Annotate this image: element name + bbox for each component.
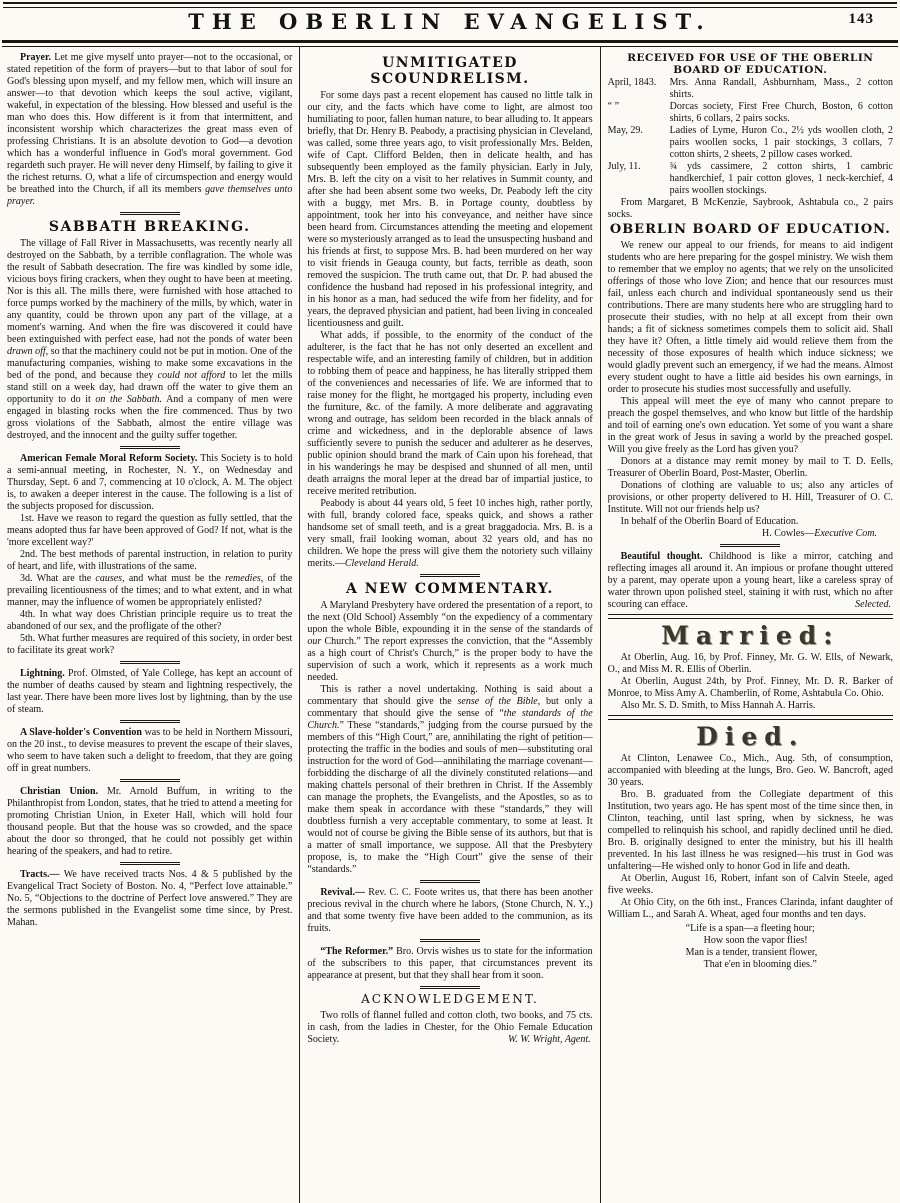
section-divider xyxy=(420,939,480,942)
article-paragraph: Tracts.— We have received tracts Nos. 4 & 5 published by the Evangelical Tract Society of Boston. No. 4, “Perfect love attainable.” No. 5, “Objections to the doctrine of Perfect love answered.” They are the sermons published in the Evangelist some time since, by Prest. Mahan. xyxy=(7,869,293,929)
article-heading: UNMITIGATED SCOUNDRELISM. xyxy=(370,55,530,88)
donation-row xyxy=(608,161,893,197)
article-paragraph: Donors at a distance may remit money by mail to T. D. Eells, Treasurer of Oberlin Board, Post-Master, Oberlin. xyxy=(607,456,893,480)
article-paragraph: From Margaret, B McKenzie, Saybrook, Ashtabula co., 2 pairs socks. xyxy=(607,197,893,221)
section-divider xyxy=(120,862,180,865)
article-lead-in: Revival.— xyxy=(320,887,366,899)
article-lead-in: “The Reformer.” xyxy=(320,946,394,958)
section-divider xyxy=(120,720,180,723)
section-divider xyxy=(720,544,780,547)
article-paragraph: This appeal will meet the eye of many who cannot prepare to preach the gospel themselves, and who know but little of the hardship and toil of earning one's own education. Yet some of you want a share in the great work of Jesus in saving a world by the preached gospel. Will you give freely as the Lord has given you? xyxy=(607,396,893,456)
page-number: 143 xyxy=(848,11,874,27)
article-paragraph: At Oberlin, August 24th, by Prof. Finney, Mr. D. R. Barker of Monroe, to Miss Amy A. Chamberlin, of Rome, Ashtabula Co. Ohio. xyxy=(607,675,893,699)
article-paragraph: Also Mr. S. D. Smith, to Miss Hannah A. Harris. xyxy=(620,699,816,711)
article-paragraph: The village of Fall River in Massachusetts, was recently nearly all destroyed on the Sabbath, by a terrible conflagration. The whole was the result of Sabbath desecration. The fire was kindled by some idle, vicious boys firing crackers, when they ought to have been at meeting. Nor is this all. The mills there, were furnished with hose attached to force pumps worked by the machinery of the mills, by which, water in any quantity, could be thrown upon any part of the village, at a moment's warning. And when the fire was discovered it could have been extinguished with perfect ease, had not the ponds of water been drawn off, so that the machinery could not be put in motion. One of the manufacturing companies, wishing to make some excavations in the bed of the pond, and because they could not afford to let the mills stand still on a week day, had drawn off the water to give them an opportunity to do it on the Sabbath. And a company of men were engaged in blasting rocks when the fire commenced. Thus by two gross violations of the Sabbath, almost the entire village was destroyed, and the innocent and the guilty suffer together. xyxy=(7,238,293,442)
section-divider xyxy=(420,880,480,883)
newspaper-title: THE OBERLIN EVANGELIST. xyxy=(188,9,712,34)
donation-date: July, 11. xyxy=(607,161,641,173)
donation-row xyxy=(608,125,893,161)
article-paragraph: At Oberlin, August 16, Robert, infant son of Calvin Steele, aged five weeks. xyxy=(607,872,893,896)
section-ornament-heading: Married: xyxy=(661,621,840,651)
article-paragraph: Two rolls of flannel fulled and cotton cloth, two books, and 75 cts. in cash, from the ladies in Chester, for the Ohio Female Education Society. W. W. Wright, Agent. xyxy=(307,1010,593,1046)
article-paragraph: In behalf of the Oberlin Board of Education. xyxy=(620,516,799,528)
article-paragraph: “The Reformer.” Bro. Orvis wishes us to state for the information of the subscribers to this paper, that circumstances prevent its appearance at present, but that they shall hear from it soon. xyxy=(307,946,593,982)
attribution: W. W. Wright, Agent. xyxy=(507,1034,591,1046)
columns-container xyxy=(0,47,900,1203)
poem-line: How soon the vapor flies! xyxy=(703,934,808,946)
article-heading: RECEIVED FOR USE OF THE OBERLIN BOARD OF EDUCATION. xyxy=(627,52,874,77)
donation-row xyxy=(608,101,893,125)
article-lead-in: American Female Moral Reform Society. xyxy=(20,453,198,465)
section-divider xyxy=(420,574,480,577)
article-paragraph: At Oberlin, Aug. 16, by Prof. Finney, Mr. G. W. Ells, of Newark, O., and Miss M. R. Ellis of Oberlin. xyxy=(607,651,893,675)
section-ornament-heading: Died. xyxy=(696,721,805,751)
article-heading: SABBATH BREAKING. xyxy=(48,219,251,235)
column-2 xyxy=(299,47,599,1203)
article-lead-in: Beautiful thought. xyxy=(620,551,703,563)
article-paragraph: At Clinton, Lenawee Co., Mich., Aug. 5th, of consumption, accompanied with bleeding at the lungs, Bro. Geo. W. Bancroft, aged 30 years. xyxy=(607,752,893,788)
signature-line: H. Cowles—Executive Com. xyxy=(762,528,877,540)
article-paragraph: A Slave-holder's Convention was to be held in Northern Missouri, on the 20 inst., to devise measures to prevent the escape of their slaves, who seem to have taken such a delight to freedom, that they are going off in great numbers. xyxy=(7,727,293,775)
article-paragraph: Bro. B. graduated from the Collegiate department of this Institution, two years ago. He has spent most of the time since then, in Clinton, teaching, until last spring, when by sickness, he was compelled to relinquish his school, and rapidly declined until he died. Bro. B. originally designed to enter the ministry, but his ill health prevented. In his last illness he was resigned—his trust in God was unfaltering—He wished only to honor God in life and death. xyxy=(607,788,893,872)
article-paragraph: What adds, if possible, to the enormity of the conduct of the adulterer, is the fact that he has not only deserted an excellent and respectable wife, and an interesting family of children, but in addition to robbing them of peace and happiness, he has literally stripped them of the conveniences and necessaries of life. We are informed that to raise money for the flight, he mortgaged his property, including even the furniture, &c. of the family. A more deliberate and aggravating wrong and outrage, has seldom been recorded in the black annals of crime and wickedness, and in the deplorable absence of laws sufficiently severe to punish the seducer and adulterer as he deserves, public opinion should brand the mark of Cain upon his forehead, that in his wanderings he may be despised and shunned of all men, until death arraigns the moral leper at the dread bar of impartial justice, to receive merited retribution. xyxy=(307,330,593,498)
poem-line: That e'en in blooming dies.” xyxy=(703,958,817,970)
article-paragraph: 3d. What are the causes, and what must be the remedies, of the prevailing licentiousness of the times; and to what extent, and in what manner, may the influence of women be appropriately enlisted? xyxy=(7,573,293,609)
obituary-poem xyxy=(608,923,893,971)
column-1 xyxy=(0,47,299,1203)
article-paragraph: Revival.— Rev. C. C. Foote writes us, that there has been another precious revival in the church where he labors, (Stone Church, N. Y.,) and that some twenty five have been added to the communion, as its fruits. xyxy=(307,887,593,935)
article-heading: OBERLIN BOARD OF EDUCATION. xyxy=(609,222,891,238)
article-paragraph: A Maryland Presbytery have ordered the presentation of a report, to the next (Old School) Assembly “on the expediency of a commentary upon the whole Bible, expounding it in the sense of the standards of our Church.” The report expresses the conviction, that the “Assembly as a high court of Christ's Church,” is the proper body to have the supervision of such a work, which it represents as a work much needed. xyxy=(307,600,593,684)
article-lead-in: Prayer. xyxy=(20,52,52,63)
article-paragraph: 2nd. The best methods of parental instruction, in relation to purity of heart, and life, with illustrations of the same. xyxy=(7,549,293,573)
article-heading: A NEW COMMENTARY. xyxy=(346,581,554,598)
section-divider xyxy=(120,446,180,449)
article-paragraph: This is rather a novel undertaking. Nothing is said about a commentary that should give the sense of the Bible, but only a commentary that should give the sense of “the standards of the Church.” These “standards,” judging from the course pursued by the members of this “High Court,” are, annihilating the right of petition—protecting the traffic in the bodies and souls of men—substituting oral instruction for the word of God—annihilating the marriage covenant—forbidding the discharge of all the divinely constituted relations—and making chattels personal of their brethren in Christ. If the Assembly can manage the prophets, the Evangelists, and the Apostles, so as to make them speak in accordance with these “standards,” they will doubtless furnish a very acceptable commentary, to some at least. It would not of course be giving the Bible sense of its authors, but that is a matter of small importance, we suppose. All that the Presbytery propose, is, to make the “High Court” give the sense of their “standards.” xyxy=(307,684,593,876)
section-divider xyxy=(120,661,180,664)
donation-description: Ladies of Lyme, Huron Co., 2½ yds woollen cloth, 2 pairs woollen socks, 1 pair stockings, 3 collars, 7 cotton shirts, 2 sheets, 2 pillow cases worked. xyxy=(669,125,893,161)
article-paragraph: At Ohio City, on the 6th inst., Frances Clarinda, infant daughter of William L., and Sarah A. Wheat, aged four months and ten days. xyxy=(607,896,893,920)
article-paragraph: Christian Union. Mr. Arnold Buffum, in writing to the Philanthropist from London, states, that he tried to attend a meeting for promoting Christian Union, in Exeter Hall, which will hold four thousand people. But that the house was so crowded, and the space about the door so thronged, that he could not possibly get within hearing of the speakers, and had to retire. xyxy=(7,786,293,858)
article-paragraph: For some days past a recent elopement has caused no little talk in our city, and the facts which have come to light, are almost too humiliating to poor, fallen human nature, to bear alluding to. It appears briefly, that Dr. Henry B. Peabody, a practising physician in Cleveland, was called, some three years ago, to visit professionally Mrs. Belden, wife of Capt. Clifford Belden, then in delicate health, and has subsequently been employed as the family physician. Early in July, Mrs. B. left the city on a visit to her relatives in Summit county, and after she had been absent some two weeks, Dr. Peabody left the city with a buggy, met Mrs. B. in Portage county, doubtless by appointment, took her into his conveyance, and neither have since been heard from. Circumstances attending the meeting and elopement were so mysteriously arranged as to lead the unsuspecting husband and his friends at first, to suppose Mrs. B. had been murdered on her way to visit friends in Geauga county, but facts, terrible as death, soon removed the suspicion. The truth came out, that Dr. P. had abused the confidence the husband had reposed in his professional integrity, and in his honor as a man, had seduced the wife from her fidelity, and for years, the depraved physician and patient, had been living in concealed licentiousness and guilt. xyxy=(307,90,593,330)
donation-date: April, 1843. xyxy=(607,77,657,89)
donation-description: Mrs. Anna Randall, Ashburnham, Mass., 2 cotton shirts. xyxy=(669,77,893,101)
donation-date: May, 29. xyxy=(607,125,643,137)
article-lead-in: A Slave-holder's Convention xyxy=(20,727,142,739)
article-paragraph: 5th. What further measures are required of this society, in order best to facilitate its great work? xyxy=(7,633,293,657)
poem-line: “Life is a span—a fleeting hour; xyxy=(685,922,815,934)
section-divider xyxy=(420,986,480,989)
donation-description: Dorcas society, First Free Church, Boston, 6 cotton shirts, 6 collars, 2 pairs socks. xyxy=(669,101,893,125)
article-lead-in: Christian Union. xyxy=(20,786,99,798)
article-paragraph: We renew our appeal to our friends, for means to aid indigent students who are here preparing for the gospel ministry. We wish them to remember that we employ no agents; that we rely on the unsolicited offerings of those who love Zion; and hence that our resources must fail, unless each church and individual spontaneously send us their contributions. There are many students here who are struggling hard to prosecute their studies, with no help at all except from their own hands; a fit of sickness sometimes compels them to solicit aid. Shall they have it? Often, a little timely aid would relieve them from the necessity of those exposures of health which induce sickness; we would gladly prevent such an emergency, if we had the means. Almost every student ought to have a little aid besides his own earnings, in order to prosecute his studies most successfully and usefully. xyxy=(607,240,893,396)
article-lead-in: Lightning. xyxy=(20,668,65,680)
article-lead-in: Tracts.— xyxy=(20,869,60,881)
double-rule xyxy=(608,614,893,619)
double-rule xyxy=(608,715,893,720)
article-paragraph: Peabody is about 44 years old, 5 feet 10 inches high, rather portly, with full, brandy colored face, speaks quick, and shows a rather handsome set of small teeth, and is a great braggadocia. Mrs. B. is a very small, frail looking woman, about 32 years old, and has no children. We hope the press will give them the notoriety such villainy merits.—Cleveland Herald. xyxy=(307,498,593,570)
article-paragraph: American Female Moral Reform Society. This Society is to hold a semi-annual meeting, in Rochester, N. Y., on Wednesday and Thursday, Sept. 6 and 7, commencing at 10 o'clock, A. M. The object is, to awaken a deeper interest in the cause. The following is a list of the subjects proposed for discussion. xyxy=(7,453,293,513)
section-divider xyxy=(120,212,180,215)
article-heading: ACKNOWLEDGEMENT. xyxy=(361,992,539,1007)
column-3 xyxy=(600,47,900,1203)
section-divider xyxy=(120,779,180,782)
donation-row xyxy=(608,77,893,101)
article-paragraph: Donations of clothing are valuable to us; also any articles of provisions, or other property delivered to H. Hill, Treasurer of O. C. Institute. Will not our friends help us? xyxy=(607,480,893,516)
article-paragraph: Prayer. Let me give myself unto prayer—not to the occasional, or stated repetition of the form of prayers—but to that labor of soul for God's blessing upon myself, and my fellow men, which will insure an answer—to that devotion which keeps the soul active, vigilant, wakeful, in expectation of the blessing. How blessed and useful is the man who does this. How different is it from that intermittent, and inconsistent worship which characterizes the great mass even of professing Christians. It is an absolute devotion to God—a devotion which has a wonderful influence in God's moral government. God regardeth such prayer. He will never deny Himself, by failing to give it the richest returns. O, what a life of circumspection and energy would be breathed into the Church, if all its members gave themselves unto prayer. xyxy=(7,52,293,207)
article-paragraph: 1st. Have we reason to regard the question as fully settled, that the means adopted thus far have been approved of God? If not, what is the 'more excellent way?' xyxy=(7,513,293,549)
article-paragraph: Beautiful thought. Childhood is like a mirror, catching and reflecting images all around it. An impious or profane thought uttered by a parent, may operate upon a young heart, like a careless spray of water thrown upon polished steel, staining it with rust, which no after scouring can efface. Selected. xyxy=(607,551,893,611)
attribution: Selected. xyxy=(855,599,891,611)
donation-date: “ ” xyxy=(607,101,620,113)
masthead-bottom-rule xyxy=(2,40,898,47)
donation-description: ¾ yds cassimere, 2 cotton shirts, 1 cambric handkerchief, 1 pair cotton gloves, 1 neck-kerchief, 4 pairs woollen stockings. xyxy=(669,161,893,197)
poem-line: Man is a tender, transient flower, xyxy=(685,946,818,958)
article-paragraph: 4th. In what way does Christian principle require us to treat the abandoned of our sex, and the profligate of the other? xyxy=(7,609,293,633)
article-paragraph: Lightning. Prof. Olmsted, of Yale College, has kept an account of the number of deaths caused by steam and lightning respectively, the last year. There have been more lives lost by lightning, than by the use of steam. xyxy=(7,668,293,716)
masthead xyxy=(0,8,900,39)
